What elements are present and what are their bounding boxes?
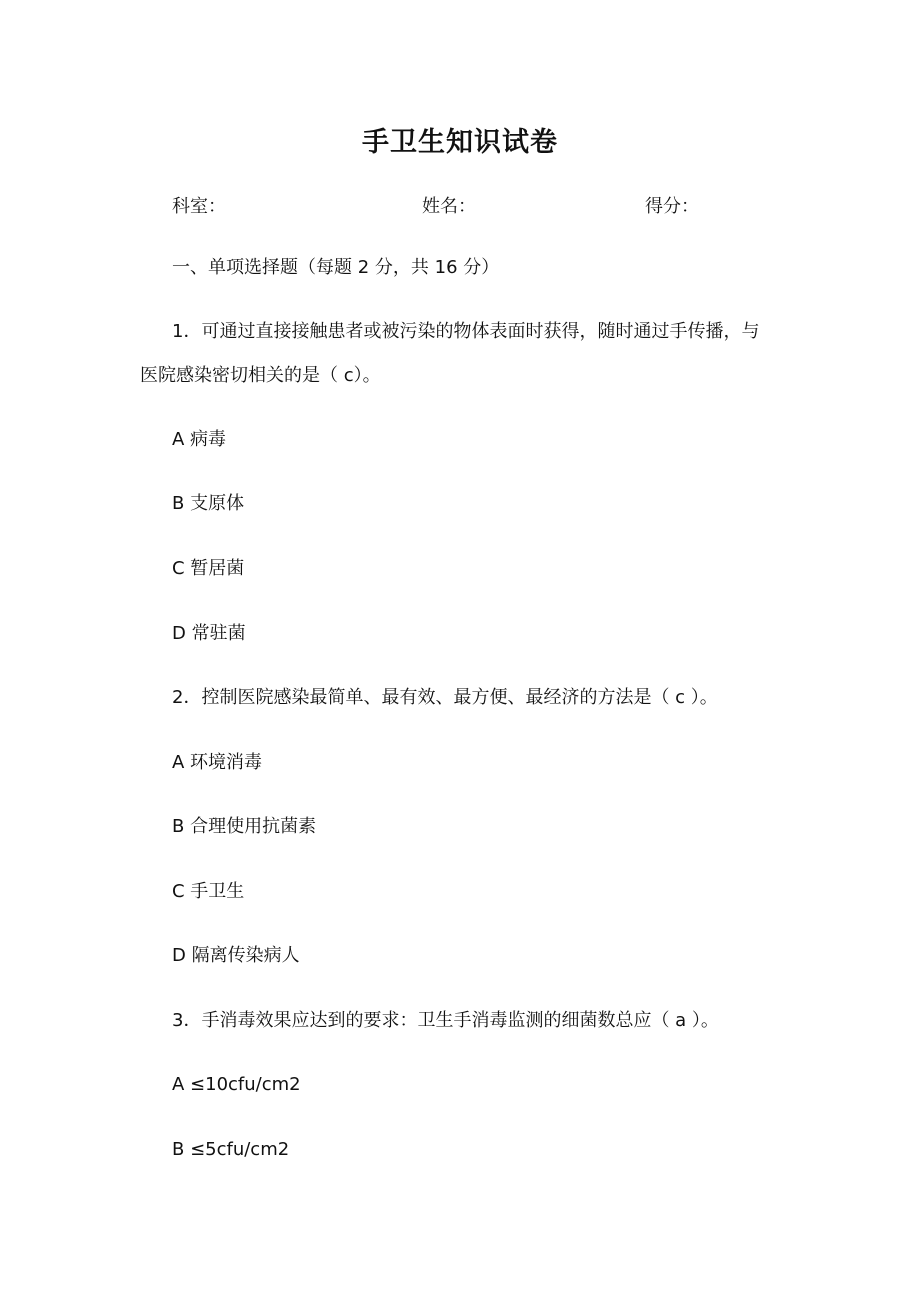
section-heading: 一、单项选择题（每题 2 分，共 16 分） — [172, 257, 500, 278]
question-1-option-b: B 支原体 — [172, 493, 245, 514]
question-3-stem: 3．手消毒效果应达到的要求：卫生手消毒监测的细菌数总应（ a ）。 — [172, 1010, 719, 1031]
question-1-stem-line1: 1．可通过直接接触患者或被污染的物体表面时获得，随时通过手传播，与 — [172, 321, 760, 342]
name-field-label: 姓名： — [422, 196, 476, 217]
question-1-stem-line2: 医院感染密切相关的是（ c）。 — [140, 365, 381, 386]
question-3-option-b: B ≤5cfu/cm2 — [172, 1139, 290, 1160]
question-1-option-c: C 暂居菌 — [172, 558, 245, 579]
question-3-option-a: A ≤10cfu/cm2 — [172, 1074, 301, 1095]
question-1-option-a: A 病毒 — [172, 429, 227, 450]
question-2-option-b: B 合理使用抗菌素 — [172, 816, 317, 837]
question-2-option-c: C 手卫生 — [172, 881, 245, 902]
question-2-option-a: A 环境消毒 — [172, 752, 263, 773]
question-2-option-d: D 隔离传染病人 — [172, 945, 300, 966]
question-1-option-d: D 常驻菌 — [172, 623, 246, 644]
score-field-label: 得分： — [645, 196, 699, 217]
department-field-label: 科室： — [172, 196, 226, 217]
page-title: 手卫生知识试卷 — [362, 127, 558, 158]
question-2-stem: 2．控制医院感染最简单、最有效、最方便、最经济的方法是（ c ）。 — [172, 687, 718, 708]
